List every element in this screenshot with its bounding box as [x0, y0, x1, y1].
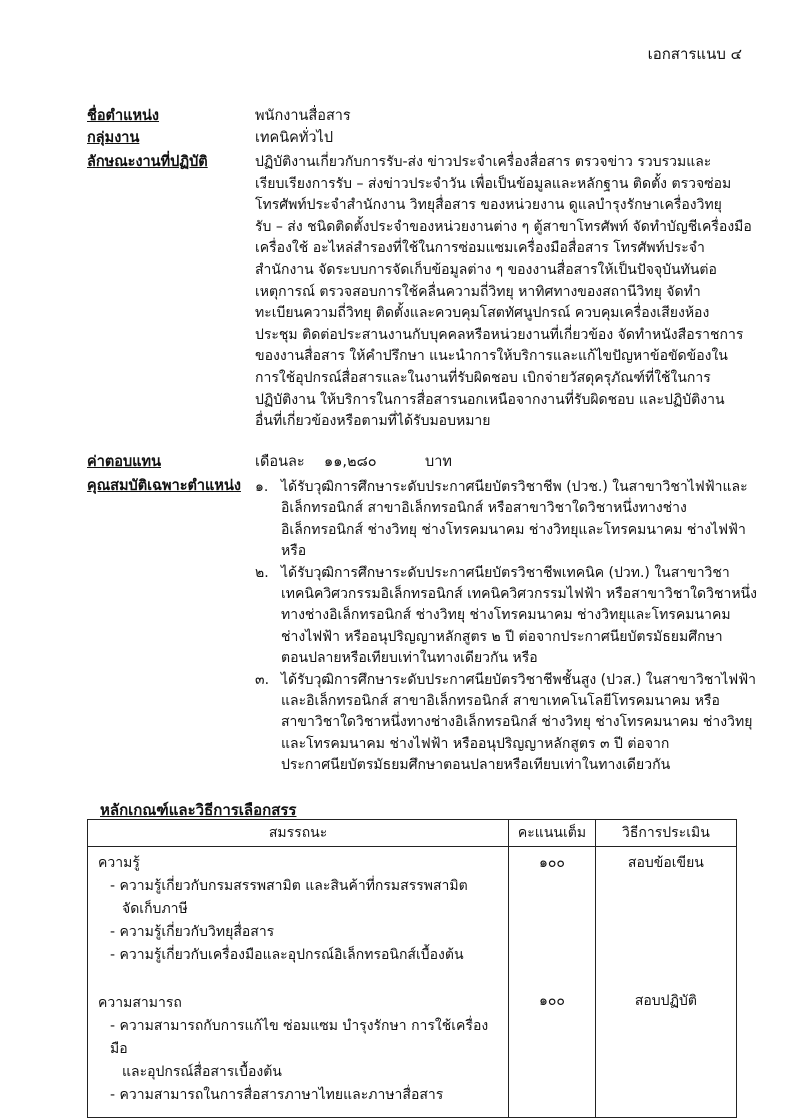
qualification-line: อิเล็กทรอนิกส์ ช่างวิทยุ ช่างโทรคมนาคม ช่างวิทยุและโทรคมนาคม ช่างไฟฟ้า [281, 521, 746, 538]
duty-line: การใช้อุปกรณ์สื่อสารและในงานที่รับผิดชอบ เบิกจ่ายวัสดุครุภัณฑ์ที่ใช้ในการ [255, 369, 711, 386]
evaluation-method: สอบข้อเขียน [627, 855, 704, 871]
duty-line: โทรศัพท์ประจำสำนักงาน วิทยุสื่อสาร ของหน่วยงาน ดูแลบำรุงรักษาเครื่องวิทยุ [255, 197, 722, 214]
attachment-label: เอกสารแนบ ๔ [647, 45, 742, 63]
group-label: กลุ่มงาน [87, 130, 140, 146]
qualification-list [255, 477, 760, 777]
pay-prefix: เดือนละ [255, 454, 305, 470]
qualification-line: ประกาศนียบัตรมัธยมศึกษาตอนปลายหรือเทียบเท่าในทางเดียวกัน [281, 757, 671, 774]
competency-cell [88, 847, 509, 1118]
criteria-title: หลักเกณฑ์และวิธีการเลือกสรร [100, 801, 297, 819]
criteria-table [87, 819, 737, 1118]
table-row [88, 847, 737, 1118]
evaluation-method: สอบปฏิบัติ [634, 993, 697, 1009]
qualification-line: ได้รับวุฒิการศึกษาระดับประกาศนียบัตรวิชาชีพ (ปวช.) ในสาขาวิชาไฟฟ้าและ [281, 479, 748, 495]
duty-description [255, 152, 755, 433]
qualification-label: คุณสมบัติเฉพาะตำแหน่ง [87, 478, 241, 494]
qualification-item [255, 477, 760, 563]
competency-item: - ความสามารถกับการแก้ไข ซ่อมแซม บำรุงรักษา การใช้เครื่องมือ [110, 1018, 489, 1057]
competency-heading: ความรู้ [98, 855, 140, 871]
position-value: พนักงานสื่อสาร [255, 108, 351, 124]
qualification-line: ทางช่างอิเล็กทรอนิกส์ ช่างวิทยุ ช่างโทรคมนาคม ช่างวิทยุและโทรคมนาคม [281, 607, 731, 624]
competency-item: - ความรู้เกี่ยวกับกรมสรรพสามิต และสินค้าที่กรมสรรพสามิต [110, 878, 468, 894]
header-evaluation-method: วิธีการประเมิน [595, 820, 736, 847]
duty-line: ประชุม ติดต่อประสานงานกับบุคคลหรือหน่วยงานที่เกี่ยวข้อง จัดทำหนังสือราชการ [255, 326, 744, 343]
competency-heading: ความสามารถ [98, 995, 182, 1011]
qualification-line: สาขาวิชาใดวิชาหนึ่งทางช่างอิเล็กทรอนิกส์ ช่างวิทยุ ช่างโทรคมนาคม ช่างวิทยุ [281, 714, 753, 731]
competency-item: - ความรู้เกี่ยวกับเครื่องมือและอุปกรณ์อิเล็กทรอนิกส์เบื้องต้น [110, 947, 464, 963]
header-full-score: คะแนนเต็ม [509, 820, 596, 847]
method-cell [595, 847, 736, 1118]
qualification-line: หรือ [281, 543, 307, 560]
header-competency: สมรรถนะ [88, 820, 509, 847]
qualification-line: ได้รับวุฒิการศึกษาระดับประกาศนียบัตรวิชาชีพเทคนิค (ปวท.) ในสาขาวิชา [281, 564, 730, 581]
duty-line: ของงานสื่อสาร ให้คำปรึกษา แนะนำการให้บริการและแก้ไขปัญหาข้อขัดข้องใน [255, 348, 728, 365]
qualification-item [255, 563, 760, 670]
table-header-row [88, 820, 737, 847]
qualification-number: ๑. [255, 479, 269, 495]
qualification-line: ช่างไฟฟ้า หรืออนุปริญญาหลักสูตร ๒ ปี ต่อจากประกาศนียบัตรมัธยมศึกษา [281, 628, 723, 645]
position-label: ชื่อตำแหน่ง [87, 108, 160, 124]
full-score: ๑๐๐ [539, 993, 565, 1009]
competency-item-cont: และอุปกรณ์สื่อสารเบื้องต้น [122, 1064, 282, 1080]
pay-amount: ๑๑,๒๘๐ [324, 454, 377, 470]
qualification-line: ตอนปลายหรือเทียบเท่าในทางเดียวกัน หรือ [281, 650, 538, 667]
qualification-line: เทคนิควิศวกรรมอิเล็กทรอนิกส์ เทคนิควิศวกรรมไฟฟ้า หรือสาขาวิชาใดวิชาหนึ่ง [281, 586, 757, 603]
qualification-line: ได้รับวุฒิการศึกษาระดับประกาศนียบัตรวิชาชีพชั้นสูง (ปวส.) ในสาขาวิชาไฟฟ้า [281, 671, 756, 688]
competency-item-cont: จัดเก็บภาษี [122, 901, 188, 917]
duty-line: อื่นที่เกี่ยวข้องหรือตามที่ได้รับมอบหมาย [255, 413, 491, 430]
duty-line: สำนักงาน จัดระบบการจัดเก็บข้อมูลต่าง ๆ ของงานสื่อสารให้เป็นปัจจุบันทันต่อ [255, 261, 717, 278]
competency-item: - ความสามารถในการสื่อสารภาษาไทยและภาษาสื่อสาร [110, 1087, 444, 1103]
pay-unit: บาท [425, 454, 452, 470]
qualification-number: ๒. [255, 564, 269, 581]
full-score: ๑๐๐ [539, 855, 565, 871]
qualification-line: และอิเล็กทรอนิกส์ สาขาอิเล็กทรอนิกส์ สาขาเทคโนโลยีโทรคมนาคม หรือ [281, 693, 720, 710]
duty-line: ปฏิบัติงานเกี่ยวกับการรับ-ส่ง ข่าวประจำเครื่องสื่อสาร ตรวจข่าว รวบรวมและ [255, 154, 712, 170]
qualification-line: และโทรคมนาคม ช่างไฟฟ้า หรืออนุปริญญาหลักสูตร ๓ ปี ต่อจาก [281, 735, 670, 752]
duty-line: เหตุการณ์ ตรวจสอบการใช้คลื่นความถี่วิทยุ หาทิศทางของสถานีวิทยุ จัดทำ [255, 283, 701, 300]
qualification-line: อิเล็กทรอนิกส์ สาขาอิเล็กทรอนิกส์ หรือสาขาวิชาใดวิชาหนึ่งทางช่าง [281, 500, 687, 517]
qualification-number: ๓. [255, 671, 270, 688]
duty-line: ทะเบียนความถี่วิทยุ ติดตั้งและควบคุมโสตทัศนูปกรณ์ ควบคุมเครื่องเสียงห้อง [255, 305, 710, 322]
competency-item: - ความรู้เกี่ยวกับวิทยุสื่อสาร [110, 924, 275, 940]
duty-line: เรียบเรียงการรับ – ส่งข่าวประจำวัน เพื่อเป็นข้อมูลและหลักฐาน ติดตั้ง ตรวจซ่อม [255, 175, 732, 192]
duty-line: ปฏิบัติงาน ให้บริการในการสื่อสารนอกเหนือจากงานที่รับผิดชอบ และปฏิบัติงาน [255, 391, 725, 408]
duty-label: ลักษณะงานที่ปฏิบัติ [87, 154, 208, 170]
pay-label: ค่าตอบแทน [87, 454, 161, 470]
score-cell [509, 847, 596, 1118]
group-value: เทคนิคทั่วไป [255, 130, 334, 146]
duty-line: รับ – ส่ง ชนิดติดตั้งประจำของหน่วยงานต่าง ๆ ตู้สาขาโทรศัพท์ จัดทำบัญชีเครื่องมือ [255, 218, 752, 235]
duty-line: เครื่องใช้ อะไหล่สำรองที่ใช้ในการซ่อมแซมเครื่องมือสื่อสาร โทรศัพท์ประจำ [255, 240, 705, 257]
qualification-item [255, 670, 760, 777]
